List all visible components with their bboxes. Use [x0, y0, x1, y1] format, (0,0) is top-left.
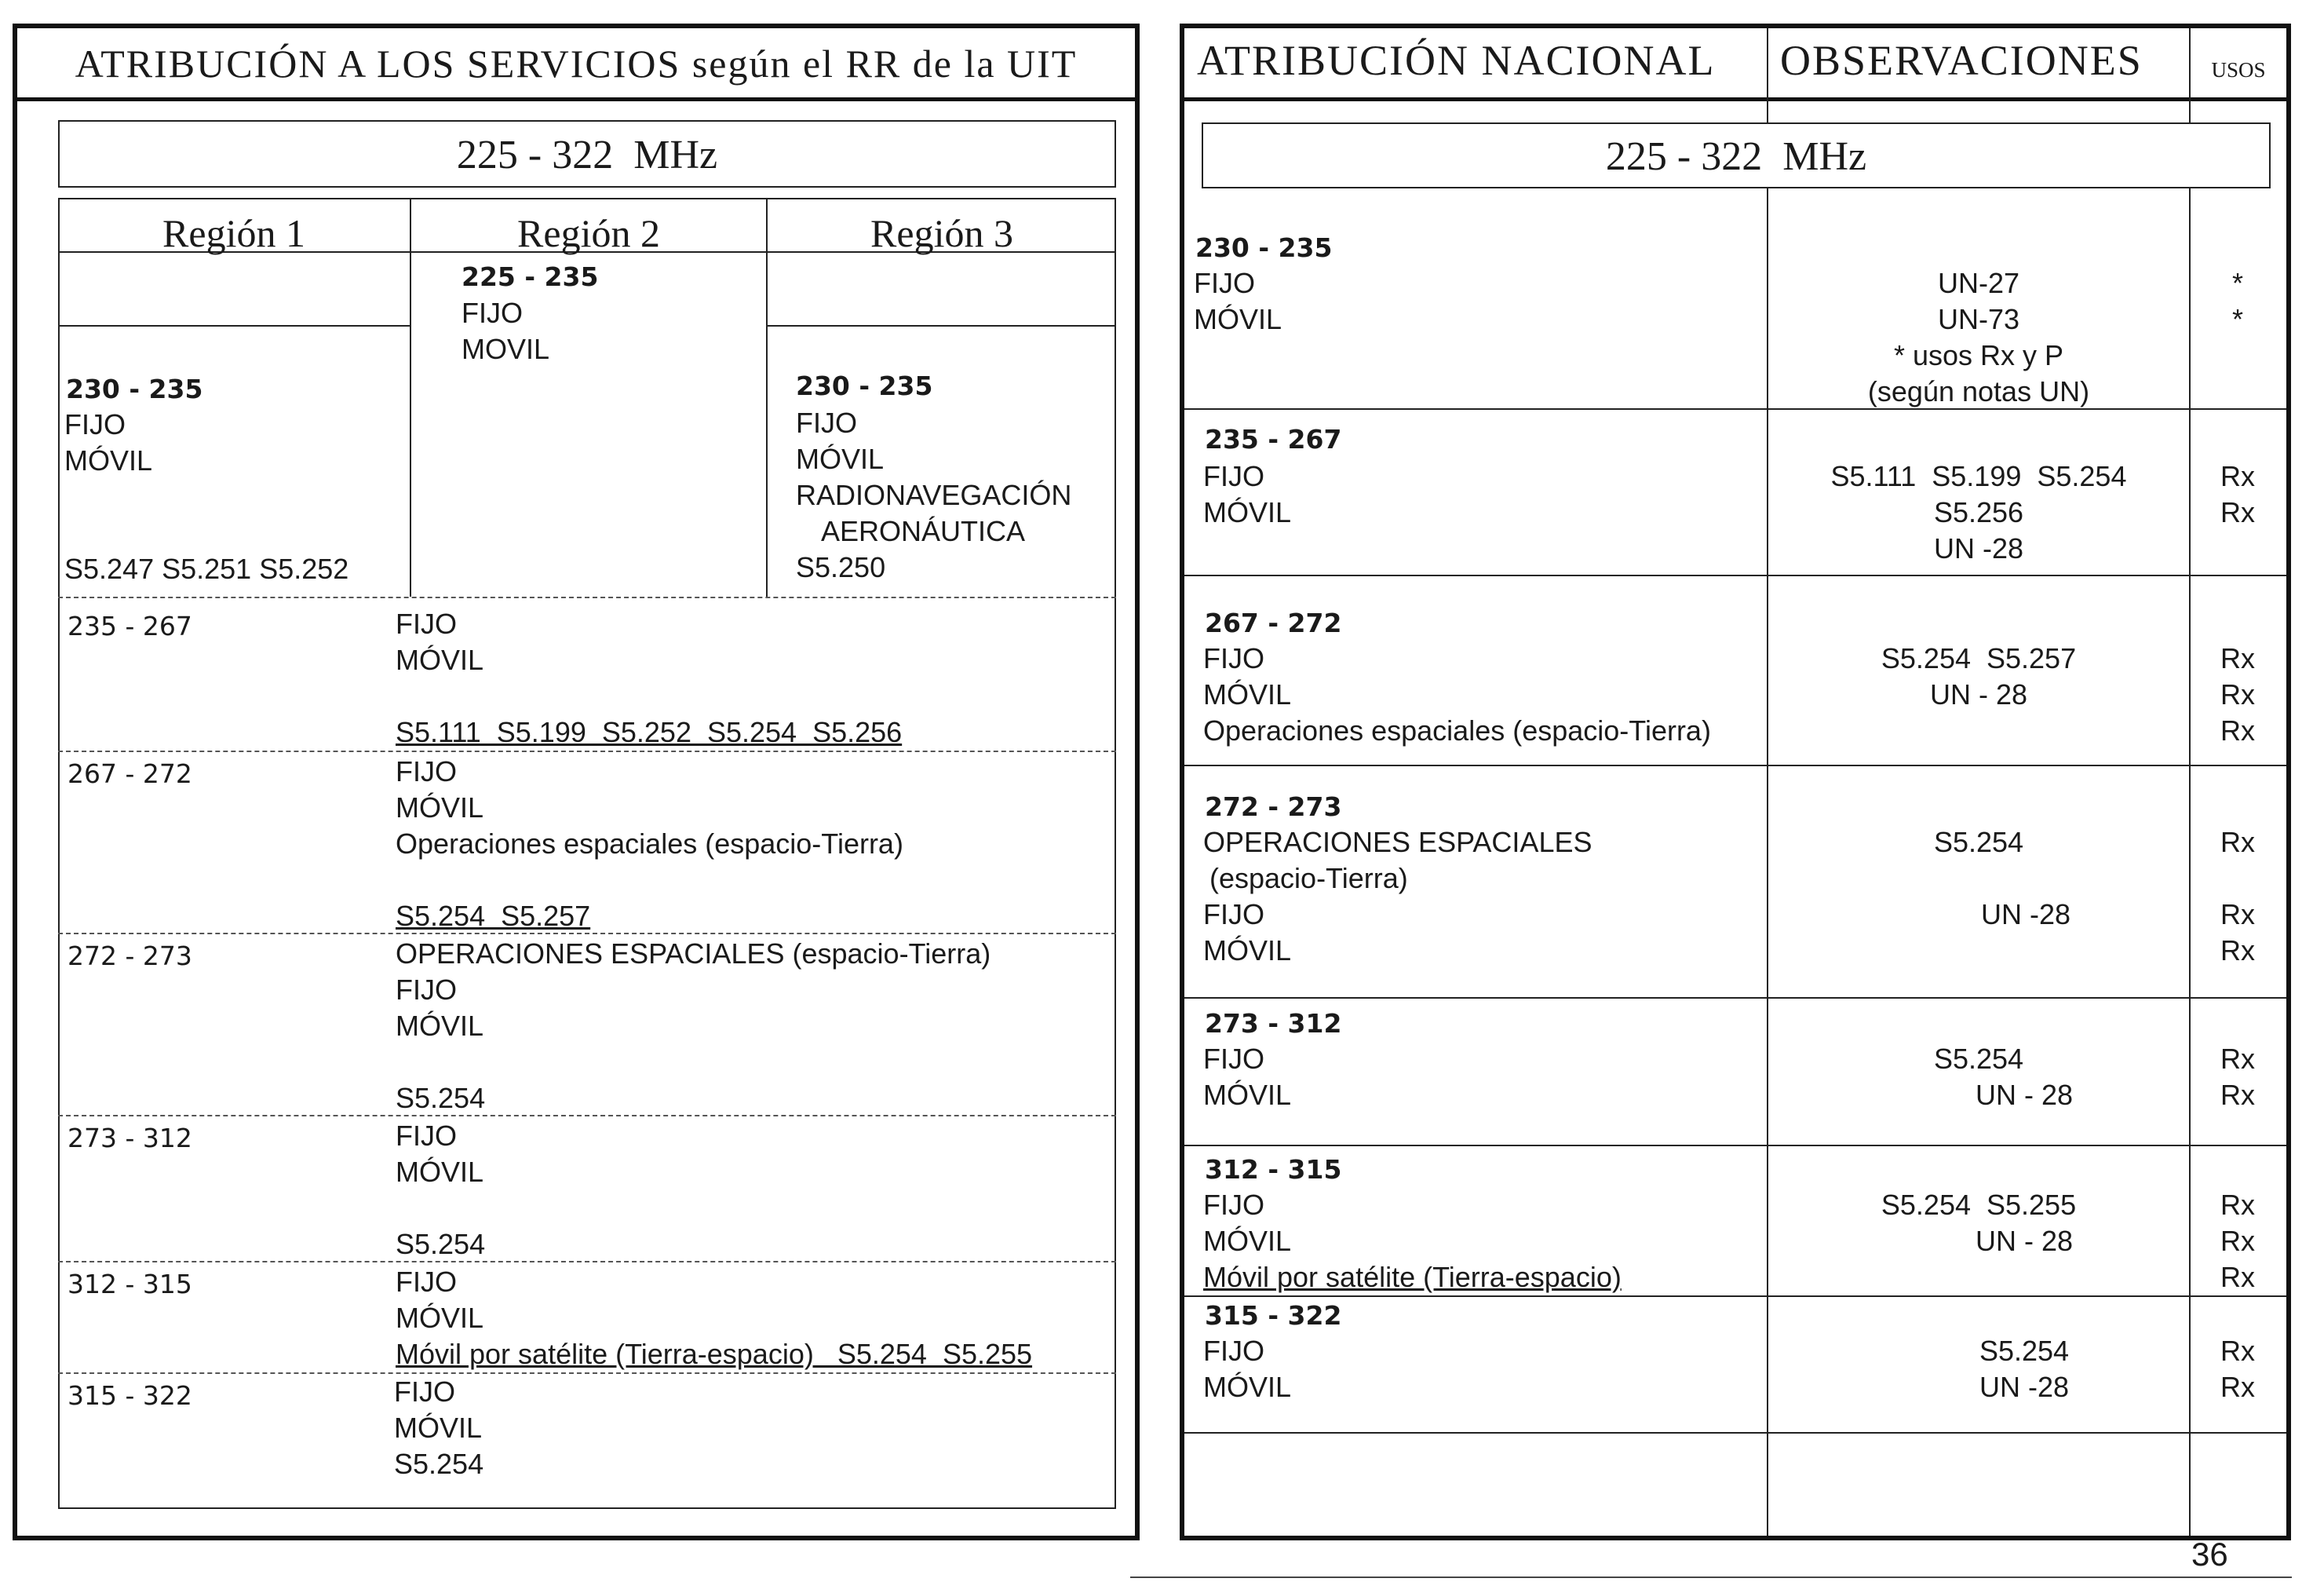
right-row-freq: 235 - 267	[1205, 424, 1342, 455]
right-row-usos: Rx	[2220, 1043, 2255, 1075]
right-row-obs: (según notas UN)	[1867, 375, 2090, 407]
right-row-obs: UN -28	[1980, 898, 2071, 930]
right-row-obs: UN-27	[1937, 267, 2020, 299]
right-row-service: FIJO	[1203, 1043, 1264, 1075]
right-row-obs: UN - 28	[1929, 678, 2028, 711]
right-row-freq: 267 - 272	[1205, 608, 1342, 638]
right-row-usos: Rx	[2220, 460, 2255, 492]
right-row-service: FIJO	[1194, 267, 1255, 299]
right-row-usos: Rx	[2220, 898, 2255, 930]
right-row-obs: S5.254	[1933, 826, 2024, 858]
right-row-obs: S5.254 S5.255	[1881, 1189, 2077, 1221]
right-row-obs: UN -28	[1933, 532, 2024, 564]
right-row-service: OPERACIONES ESPACIALES	[1203, 826, 1593, 858]
left-row-line: MÓVIL	[396, 1156, 484, 1188]
left-row-freq: 235 - 267	[67, 611, 192, 641]
left-row-line: S5.254	[394, 1448, 484, 1480]
left-row-line: MÓVIL	[396, 1302, 484, 1334]
right-row-usos: Rx	[2220, 934, 2255, 966]
page-number-rule	[1130, 1577, 2292, 1578]
left-row-freq: 315 - 322	[67, 1380, 192, 1411]
row-separator	[58, 1372, 1116, 1374]
right-row-service: Móvil por satélite (Tierra-espacio)	[1203, 1261, 1622, 1293]
left-row-line: OPERACIONES ESPACIALES (espacio-Tierra)	[396, 937, 991, 970]
region-3-header: Región 3	[870, 211, 1013, 255]
left-row-freq: 267 - 272	[67, 758, 192, 789]
right-row-service: FIJO	[1203, 1189, 1264, 1221]
region-1-header: Región 1	[162, 211, 305, 255]
right-row-service: FIJO	[1203, 1335, 1264, 1367]
left-row-line: FIJO	[396, 1266, 457, 1298]
row-separator	[58, 751, 1116, 752]
left-row-line: S5.254	[396, 1228, 486, 1260]
left-row-line: S5.111 S5.199 S5.252 S5.254 S5.256	[396, 716, 903, 748]
row-separator	[58, 1261, 1116, 1262]
right-row-obs: UN - 28	[1975, 1079, 2074, 1111]
right-row-usos: Rx	[2220, 714, 2255, 747]
row-separator	[58, 597, 1116, 598]
region2-service: MOVIL	[462, 333, 550, 365]
right-row-service: MÓVIL	[1203, 496, 1292, 528]
right-band-label: 225 - 322 MHz	[1605, 134, 1867, 179]
region3-freq: 230 - 235	[796, 371, 933, 401]
header-observaciones: OBSERVACIONES	[1780, 37, 2143, 84]
left-row-line: MÓVIL	[396, 791, 484, 824]
region1-service: FIJO	[64, 408, 126, 440]
region1-service: MÓVIL	[64, 444, 153, 477]
right-row-usos: Rx	[2220, 1335, 2255, 1367]
right-row-freq: 272 - 273	[1205, 791, 1342, 822]
right-row-separator	[1184, 1145, 2286, 1146]
right-row-service: (espacio-Tierra)	[1209, 862, 1408, 894]
right-row-usos: Rx	[2220, 642, 2255, 674]
right-row-usos: Rx	[2220, 1261, 2255, 1293]
left-row-line: FIJO	[396, 608, 457, 640]
row-separator	[58, 1115, 1116, 1116]
region3-service: RADIONAVEGACIÓN	[796, 479, 1072, 511]
left-row-line: Operaciones espaciales (espacio-Tierra)	[396, 828, 903, 860]
right-row-freq: 273 - 312	[1205, 1008, 1342, 1039]
left-header-divider	[17, 97, 1135, 101]
right-row-obs: S5.254	[1979, 1335, 2070, 1367]
row-separator	[58, 933, 1116, 934]
region3-service: AERONÁUTICA	[821, 515, 1026, 547]
left-header-title: ATRIBUCIÓN A LOS SERVICIOS según el RR de la UIT	[75, 42, 1078, 86]
right-row-service: FIJO	[1203, 898, 1264, 930]
right-header-divider	[1184, 97, 2286, 101]
header-nacional: ATRIBUCIÓN NACIONAL	[1197, 37, 1716, 84]
right-row-freq: 315 - 322	[1205, 1300, 1342, 1331]
region3-service: FIJO	[796, 407, 857, 439]
right-row-usos: Rx	[2220, 678, 2255, 711]
left-row-freq: 312 - 315	[67, 1269, 192, 1299]
right-row-usos: Rx	[2220, 1371, 2255, 1403]
left-row-freq: 273 - 312	[67, 1123, 192, 1153]
left-row-line: FIJO	[394, 1376, 455, 1408]
left-row-line: MÓVIL	[394, 1412, 483, 1444]
right-row-service: FIJO	[1203, 460, 1264, 492]
right-row-separator	[1184, 575, 2286, 576]
right-row-service: FIJO	[1203, 642, 1264, 674]
region1-box-line	[58, 325, 410, 327]
region2-service: FIJO	[462, 297, 523, 329]
left-row-line: FIJO	[396, 1120, 457, 1152]
right-row-service: MÓVIL	[1203, 1079, 1292, 1111]
left-row-line: S5.254	[396, 1082, 486, 1114]
right-row-usos: Rx	[2220, 1189, 2255, 1221]
right-row-service: MÓVIL	[1203, 678, 1292, 711]
right-row-separator	[1184, 765, 2286, 766]
right-row-obs: UN - 28	[1975, 1225, 2074, 1257]
right-row-obs: S5.111 S5.199 S5.254	[1830, 460, 2127, 492]
right-row-separator	[1184, 408, 2286, 410]
right-row-usos: *	[2231, 267, 2243, 299]
right-row-obs: UN-73	[1937, 303, 2020, 335]
left-row-line: MÓVIL	[396, 644, 484, 676]
right-row-obs: * usos Rx y P	[1893, 339, 2064, 371]
right-row-service: MÓVIL	[1203, 1371, 1292, 1403]
obs-column-divider	[1767, 28, 1768, 1536]
right-row-usos: *	[2231, 303, 2243, 335]
left-row-freq: 272 - 273	[67, 941, 192, 971]
region3-box-line	[766, 325, 1116, 327]
right-row-obs: S5.254	[1933, 1043, 2024, 1075]
right-row-service: MÓVIL	[1203, 934, 1292, 966]
left-row-line: FIJO	[396, 974, 457, 1006]
right-row-obs: S5.256	[1933, 496, 2024, 528]
right-row-freq: 230 - 235	[1195, 232, 1333, 263]
left-band-label: 225 - 322 MHz	[456, 133, 718, 177]
region1-notes: S5.247 S5.251 S5.252	[64, 553, 349, 585]
right-row-service: Operaciones espaciales (espacio-Tierra)	[1203, 714, 1711, 747]
region-divider-1	[410, 198, 411, 597]
right-row-service: MÓVIL	[1203, 1225, 1292, 1257]
right-row-usos: Rx	[2220, 826, 2255, 858]
left-row-line: S5.254 S5.257	[396, 900, 591, 932]
right-row-service: MÓVIL	[1194, 303, 1282, 335]
region1-freq: 230 - 235	[66, 374, 203, 404]
right-row-separator	[1184, 1295, 2286, 1297]
right-row-usos: Rx	[2220, 1225, 2255, 1257]
right-row-obs: UN -28	[1979, 1371, 2070, 1403]
page-number: 36	[2191, 1536, 2228, 1573]
left-row-line: Móvil por satélite (Tierra-espacio) S5.254 S5.255	[396, 1338, 1033, 1370]
region-divider-2	[766, 198, 768, 597]
right-row-usos: Rx	[2220, 1079, 2255, 1111]
left-row-line: FIJO	[396, 755, 457, 787]
region3-service: MÓVIL	[796, 443, 885, 475]
region-2-header: Región 2	[517, 211, 660, 255]
right-row-usos: Rx	[2220, 496, 2255, 528]
right-row-obs: S5.254 S5.257	[1881, 642, 2077, 674]
right-row-separator	[1184, 1432, 2286, 1434]
usos-column-divider	[2189, 28, 2191, 1536]
right-page-frame	[1180, 24, 2291, 1540]
region3-notes: S5.250	[796, 551, 886, 583]
left-row-line: MÓVIL	[396, 1010, 484, 1042]
header-usos: usos	[2211, 51, 2266, 84]
region2-freq: 225 - 235	[462, 261, 599, 292]
right-row-freq: 312 - 315	[1205, 1154, 1342, 1185]
right-row-separator	[1184, 997, 2286, 999]
